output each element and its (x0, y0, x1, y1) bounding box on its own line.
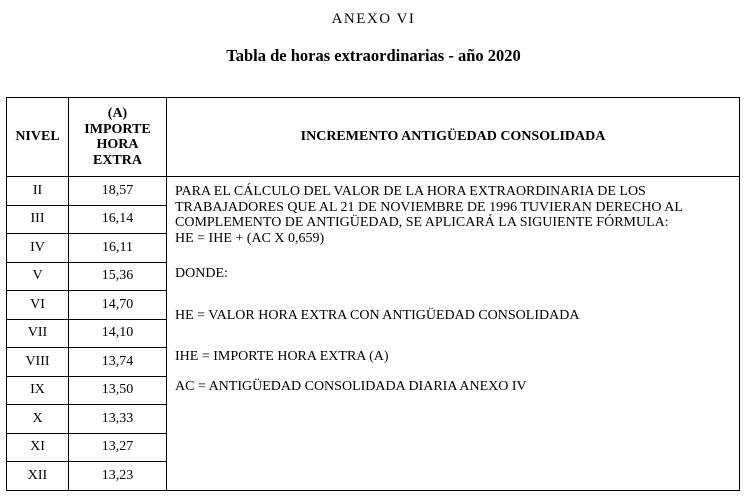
description-line: TRABAJADORES QUE AL 21 DE NOVIEMBRE DE 1996 TUVIERAN DERECHO AL (175, 199, 683, 215)
level-cell: XII (7, 462, 69, 491)
level-cell: IV (7, 234, 69, 263)
annex-label: ANEXO VI (331, 11, 416, 27)
definition-ac: AC = ANTIGÜEDAD CONSOLIDADA DIARIA ANEXO IV (175, 378, 527, 394)
level-cell: XI (7, 433, 69, 462)
header-amount (69, 98, 167, 177)
where-label: DONDE: (175, 266, 228, 281)
level-cell: X (7, 405, 69, 434)
level-cell: III (7, 205, 69, 234)
description-line: PARA EL CÁLCULO DEL VALOR DE LA HORA EXTRAORDINARIA DE LOS (175, 184, 646, 199)
header-amount-line: IMPORTE (84, 121, 151, 137)
definition-he: HE = VALOR HORA EXTRA CON ANTIGÜEDAD CONSOLIDADA (175, 307, 580, 323)
amount-cell: 13,50 (69, 376, 167, 405)
level-cell: IX (7, 376, 69, 405)
level-cell: VII (7, 319, 69, 348)
overtime-table (6, 97, 740, 491)
increment-description (167, 177, 740, 491)
amount-cell: 15,36 (69, 262, 167, 291)
amount-cell: 13,33 (69, 405, 167, 434)
level-cell: V (7, 262, 69, 291)
table-row (7, 177, 740, 206)
amount-cell: 16,11 (69, 234, 167, 263)
document-title: Tabla de horas extraordinarias - año 2020 (226, 46, 521, 65)
level-cell: VIII (7, 348, 69, 377)
description-line: COMPLEMENTO DE ANTIGÜEDAD, SE APLICARÁ LA SIGUIENTE FÓRMULA: (175, 215, 669, 230)
header-amount-line: HORA (96, 137, 139, 152)
header-amount-line: EXTRA (92, 152, 142, 168)
header-amount-line: (A) (107, 106, 128, 121)
amount-cell: 18,57 (69, 177, 167, 206)
amount-cell: 13,74 (69, 348, 167, 377)
header-increment: INCREMENTO ANTIGÜEDAD CONSOLIDADA (167, 98, 740, 177)
level-cell: II (7, 177, 69, 206)
amount-cell: 13,27 (69, 433, 167, 462)
amount-cell: 14,10 (69, 319, 167, 348)
header-level: NIVEL (7, 98, 69, 177)
amount-cell: 13,23 (69, 462, 167, 491)
amount-cell: 14,70 (69, 291, 167, 320)
level-cell: VI (7, 291, 69, 320)
amount-cell: 16,14 (69, 205, 167, 234)
table-header-row (7, 98, 740, 177)
formula: HE = IHE + (AC X 0,659) (175, 230, 325, 246)
definition-ihe: IHE = IMPORTE HORA EXTRA (A) (175, 349, 389, 364)
